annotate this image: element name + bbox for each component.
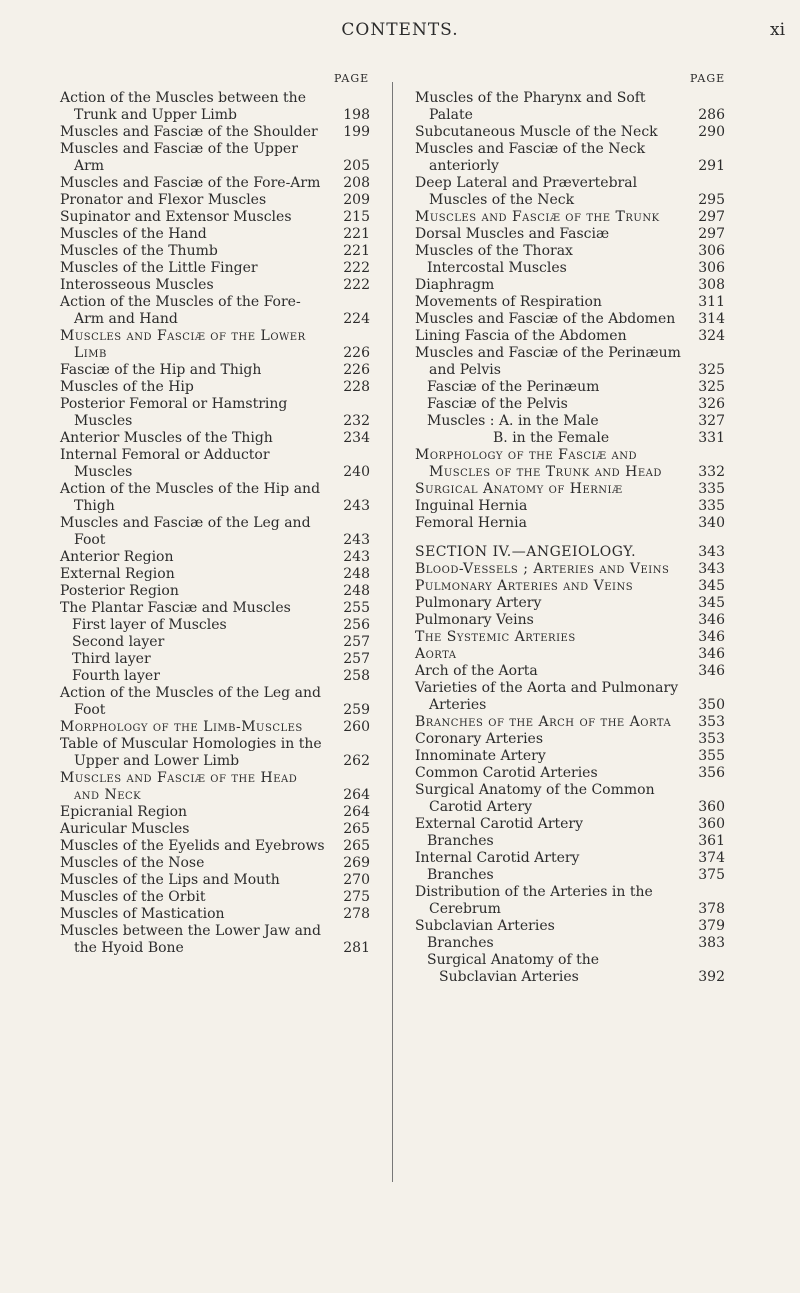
toc-entry-page: 324 xyxy=(698,328,725,344)
toc-entry xyxy=(60,549,370,566)
toc-entry-page: 243 xyxy=(343,532,370,548)
toc-entry-title: Muscles of the Lips and Mouth xyxy=(60,872,280,888)
toc-entry-page: 232 xyxy=(343,413,370,429)
toc-entry xyxy=(60,821,370,838)
toc-entry-title: The Plantar Fasciæ and Muscles xyxy=(60,600,291,616)
toc-entry-title: B. in the Female xyxy=(493,430,610,446)
toc-entry-page: 222 xyxy=(343,277,370,293)
toc-entry-title: The Systemic Arteries xyxy=(415,629,576,645)
toc-entry xyxy=(60,430,370,447)
toc-entry xyxy=(60,481,370,515)
toc-entry-page: 260 xyxy=(343,719,370,735)
toc-entry-title: Interosseous Muscles xyxy=(60,277,214,293)
toc-entry xyxy=(415,578,725,595)
toc-entry-title: Muscles of the Little Finger xyxy=(60,260,258,276)
toc-entry-page: 379 xyxy=(698,918,725,934)
toc-entry-title: Pulmonary Artery xyxy=(415,595,542,611)
toc-entry-title: Epicranial Region xyxy=(60,804,188,820)
toc-entry xyxy=(415,850,725,867)
toc-entry xyxy=(415,731,725,748)
toc-entry-page: 345 xyxy=(698,595,725,611)
toc-entry-page: 264 xyxy=(343,804,370,820)
toc-entry-title: Muscles of the Thumb xyxy=(60,243,218,259)
toc-entry xyxy=(60,226,370,243)
toc-entry xyxy=(415,646,725,663)
toc-entry xyxy=(60,447,370,481)
toc-entry xyxy=(415,328,725,345)
toc-entry-page: 258 xyxy=(343,668,370,684)
toc-entry-title: Pulmonary Veins xyxy=(415,612,534,628)
toc-entry xyxy=(415,447,725,481)
toc-entry-page: 269 xyxy=(343,855,370,871)
toc-entry-title: Common Carotid Arteries xyxy=(415,765,598,781)
toc-entry xyxy=(60,583,370,600)
toc-entry-page: 221 xyxy=(343,226,370,242)
toc-entry-page: 224 xyxy=(343,311,370,327)
toc-entry xyxy=(60,209,370,226)
toc-entry-page: 205 xyxy=(343,158,370,174)
toc-entry-page: 208 xyxy=(343,175,370,191)
toc-entry-title: Muscles and Fasciæ of the Trunk xyxy=(415,209,660,225)
toc-entry-title: Morphology of the Fasciæ and Muscles of the Trunk and Head xyxy=(415,447,662,480)
toc-entry-page: 215 xyxy=(343,209,370,225)
toc-entry-title: Muscles of the Nose xyxy=(60,855,205,871)
toc-entry-title: Muscles and Fasciæ of the Leg and Foot xyxy=(60,515,311,548)
toc-entry xyxy=(415,396,725,413)
toc-entry-title: Subcutaneous Muscle of the Neck xyxy=(415,124,658,140)
toc-entry-page: 327 xyxy=(698,413,725,429)
toc-entry-title: Movements of Respiration xyxy=(415,294,602,310)
toc-entry-title: Action of the Muscles of the Fore-Arm and Hand xyxy=(60,294,301,327)
toc-entry xyxy=(60,515,370,549)
toc-entry xyxy=(415,243,725,260)
toc-entry xyxy=(415,952,725,986)
toc-entry xyxy=(415,629,725,646)
toc-entry-title: Surgical Anatomy of the Common Carotid Artery xyxy=(415,782,655,815)
toc-entry-page: 259 xyxy=(343,702,370,718)
toc-entry xyxy=(60,260,370,277)
toc-entry-title: Muscles of the Hand xyxy=(60,226,207,242)
toc-entry-page: 346 xyxy=(698,663,725,679)
toc-entry-title: Arch of the Aorta xyxy=(415,663,538,679)
toc-entry-title: Muscles and Fasciæ of the Abdomen xyxy=(415,311,676,327)
toc-entry-page: 378 xyxy=(698,901,725,917)
toc-entry xyxy=(415,782,725,816)
toc-entry xyxy=(60,872,370,889)
toc-entry xyxy=(60,328,370,362)
toc-entry xyxy=(60,243,370,260)
toc-entry-page: 392 xyxy=(698,969,725,985)
toc-entry-title: Anterior Region xyxy=(60,549,174,565)
toc-entry-page: 275 xyxy=(343,889,370,905)
toc-entry-title: Fourth layer xyxy=(72,668,160,684)
toc-entry-page: 257 xyxy=(343,651,370,667)
toc-entry-page: 346 xyxy=(698,612,725,628)
toc-entry-title: Posterior Region xyxy=(60,583,179,599)
toc-entry-title: Muscles of the Eyelids and Eyebrows xyxy=(60,838,325,854)
toc-entry xyxy=(415,124,725,141)
toc-entry xyxy=(415,561,725,578)
toc-entry xyxy=(60,804,370,821)
toc-entry-page: 256 xyxy=(343,617,370,633)
left-page-column-label: PAGE xyxy=(334,72,370,85)
toc-entry-page: 360 xyxy=(698,816,725,832)
toc-entry xyxy=(415,918,725,935)
toc-entry xyxy=(415,515,725,532)
toc-entry xyxy=(60,617,370,634)
toc-entry-page: 326 xyxy=(698,396,725,412)
toc-entry-page: 353 xyxy=(698,731,725,747)
toc-entry xyxy=(415,714,725,731)
toc-entry xyxy=(60,175,370,192)
toc-entry-title: Lining Fascia of the Abdomen xyxy=(415,328,627,344)
toc-entry-title: Muscles and Fasciæ of the Upper Arm xyxy=(60,141,298,174)
toc-entry-page: 350 xyxy=(698,697,725,713)
toc-entry-title: Varieties of the Aorta and Pulmonary Arteries xyxy=(415,680,679,713)
toc-entry xyxy=(60,838,370,855)
toc-entry-page: 255 xyxy=(343,600,370,616)
toc-entry-title: Muscles and Fasciæ of the Head and Neck xyxy=(60,770,298,803)
toc-entry xyxy=(415,595,725,612)
toc-entry-page: 343 xyxy=(698,544,725,560)
toc-entry-page: 311 xyxy=(698,294,725,310)
toc-entry-title: Muscles and Fasciæ of the Shoulder xyxy=(60,124,318,140)
toc-entry-page: 343 xyxy=(698,561,725,577)
toc-entry-page: 353 xyxy=(698,714,725,730)
toc-entry-title: Internal Carotid Artery xyxy=(415,850,580,866)
toc-entry-page: 248 xyxy=(343,566,370,582)
running-title: CONTENTS. xyxy=(341,20,459,40)
toc-entry-title: Muscles of the Orbit xyxy=(60,889,206,905)
toc-entry-title: Second layer xyxy=(72,634,165,650)
toc-entry-page: 199 xyxy=(343,124,370,140)
toc-entry xyxy=(60,855,370,872)
toc-entry-title: Muscles and Fasciæ of the Fore-Arm xyxy=(60,175,321,191)
toc-entry xyxy=(415,430,725,447)
toc-entry-page: 228 xyxy=(343,379,370,395)
toc-entry-page: 332 xyxy=(698,464,725,480)
toc-entry xyxy=(415,498,725,515)
toc-entry-page: 265 xyxy=(343,838,370,854)
toc-entry-title: Subclavian Arteries xyxy=(415,918,555,934)
toc-entry-page: 356 xyxy=(698,765,725,781)
toc-entry xyxy=(60,566,370,583)
toc-entry xyxy=(415,544,725,561)
toc-entry-page: 243 xyxy=(343,498,370,514)
toc-entry-title: Fasciæ of the Perinæum xyxy=(427,379,600,395)
toc-entry xyxy=(60,90,370,124)
toc-entry xyxy=(60,889,370,906)
toc-entry-title: Pronator and Flexor Muscles xyxy=(60,192,267,208)
toc-entry xyxy=(60,668,370,685)
toc-entry-page: 257 xyxy=(343,634,370,650)
toc-entry-title: Muscles : A. in the Male xyxy=(427,413,599,429)
toc-entry-page: 375 xyxy=(698,867,725,883)
toc-entry-title: Muscles of Mastication xyxy=(60,906,225,922)
toc-entry-page: 248 xyxy=(343,583,370,599)
toc-entry xyxy=(60,277,370,294)
toc-entry-page: 345 xyxy=(698,578,725,594)
toc-entry-page: 290 xyxy=(698,124,725,140)
toc-entry-page: 331 xyxy=(698,430,725,446)
toc-entry-title: Branches of the Arch of the Aorta xyxy=(415,714,672,730)
toc-entry-title: Inguinal Hernia xyxy=(415,498,528,514)
toc-entry-title: External Carotid Artery xyxy=(415,816,584,832)
toc-entry-page: 240 xyxy=(343,464,370,480)
toc-entry-title: Morphology of the Limb-Muscles xyxy=(60,719,303,735)
toc-entry-page: 264 xyxy=(343,787,370,803)
toc-entry-page: 198 xyxy=(343,107,370,123)
toc-entry xyxy=(415,935,725,952)
toc-entry-page: 297 xyxy=(698,209,725,225)
page-number: xi xyxy=(770,20,786,40)
toc-entry-title: Aorta xyxy=(415,646,457,662)
toc-entry-title: Posterior Femoral or Hamstring Muscles xyxy=(60,396,288,429)
toc-entry-title: Muscles and Fasciæ of the Perinæum and Pelvis xyxy=(415,345,681,378)
toc-entry-title: Muscles of the Thorax xyxy=(415,243,573,259)
toc-entry xyxy=(415,379,725,396)
toc-entry xyxy=(415,277,725,294)
toc-entry xyxy=(60,906,370,923)
toc-entry-title: Action of the Muscles of the Hip and Thigh xyxy=(60,481,321,514)
toc-entry-title: Muscles and Fasciæ of the Neck anteriorly xyxy=(415,141,646,174)
toc-entry-title: Auricular Muscles xyxy=(60,821,190,837)
toc-entry-title: Branches xyxy=(427,833,494,849)
toc-entry xyxy=(415,833,725,850)
toc-entry-page: 226 xyxy=(343,362,370,378)
toc-entry-title: Muscles of the Hip xyxy=(60,379,194,395)
toc-entry-page: 335 xyxy=(698,498,725,514)
toc-entry-title: Distribution of the Arteries in the Cerebrum xyxy=(415,884,653,917)
toc-entry-title: Muscles and Fasciæ of the Lower Limb xyxy=(60,328,306,361)
toc-entry xyxy=(60,124,370,141)
toc-entry-title: Branches xyxy=(427,867,494,883)
toc-entry xyxy=(60,651,370,668)
toc-entry-title: Branches xyxy=(427,935,494,951)
toc-entry-title: Third layer xyxy=(72,651,151,667)
toc-entry xyxy=(60,736,370,770)
toc-entry-title: External Region xyxy=(60,566,175,582)
toc-entry-page: 346 xyxy=(698,629,725,645)
toc-entry-page: 221 xyxy=(343,243,370,259)
toc-entry-page: 383 xyxy=(698,935,725,951)
toc-entry xyxy=(415,748,725,765)
toc-entry-page: 281 xyxy=(343,940,370,956)
toc-entry-title: Muscles of the Pharynx and Soft Palate xyxy=(415,90,646,123)
toc-entry-title: Supinator and Extensor Muscles xyxy=(60,209,292,225)
toc-entry xyxy=(415,884,725,918)
toc-entry xyxy=(415,175,725,209)
toc-entry-page: 295 xyxy=(698,192,725,208)
toc-entry-page: 325 xyxy=(698,362,725,378)
toc-entry xyxy=(60,141,370,175)
right-page-column-label: PAGE xyxy=(690,72,726,85)
toc-entry xyxy=(415,260,725,277)
toc-entry xyxy=(60,685,370,719)
toc-entry-title: Fasciæ of the Hip and Thigh xyxy=(60,362,262,378)
toc-entry-title: Internal Femoral or Adductor Muscles xyxy=(60,447,270,480)
toc-entry-page: 308 xyxy=(698,277,725,293)
toc-entry xyxy=(415,680,725,714)
toc-entry-title: Pulmonary Arteries and Veins xyxy=(415,578,634,594)
toc-entry-page: 209 xyxy=(343,192,370,208)
toc-entry-title: First layer of Muscles xyxy=(72,617,227,633)
toc-entry-page: 265 xyxy=(343,821,370,837)
toc-entry-page: 355 xyxy=(698,748,725,764)
toc-entry-title: Action of the Muscles of the Leg and Foot xyxy=(60,685,321,718)
toc-entry xyxy=(415,413,725,430)
toc-entry-page: 361 xyxy=(698,833,725,849)
toc-entry-title: Anterior Muscles of the Thigh xyxy=(60,430,273,446)
toc-entry-title: Femoral Hernia xyxy=(415,515,527,531)
toc-entry-page: 340 xyxy=(698,515,725,531)
toc-entry-page: 222 xyxy=(343,260,370,276)
toc-entry xyxy=(415,612,725,629)
toc-entry-page: 262 xyxy=(343,753,370,769)
toc-entry-title: Fasciæ of the Pelvis xyxy=(427,396,568,412)
toc-entry-page: 374 xyxy=(698,850,725,866)
toc-entry-page: 346 xyxy=(698,646,725,662)
toc-entry xyxy=(415,765,725,782)
toc-entry xyxy=(60,719,370,736)
toc-entry-title: SECTION IV.—ANGEIOLOGY. xyxy=(415,544,637,560)
right-column xyxy=(415,90,725,986)
toc-entry-title: Muscles between the Lower Jaw and the Hyoid Bone xyxy=(60,923,321,956)
toc-entry xyxy=(415,294,725,311)
toc-entry xyxy=(415,663,725,680)
toc-entry-title: Table of Muscular Homologies in the Upper and Lower Limb xyxy=(60,736,322,769)
toc-entry-title: Coronary Arteries xyxy=(415,731,544,747)
toc-entry-title: Diaphragm xyxy=(415,277,495,293)
toc-entry xyxy=(60,600,370,617)
toc-entry xyxy=(415,209,725,226)
toc-entry-page: 286 xyxy=(698,107,725,123)
toc-entry-page: 306 xyxy=(698,260,725,276)
toc-entry xyxy=(60,396,370,430)
toc-entry-page: 325 xyxy=(698,379,725,395)
toc-entry-title: Intercostal Muscles xyxy=(427,260,567,276)
toc-entry-page: 243 xyxy=(343,549,370,565)
toc-entry-title: Action of the Muscles between the Trunk and Upper Limb xyxy=(60,90,306,123)
toc-entry-title: Deep Lateral and Prævertebral Muscles of the Neck xyxy=(415,175,638,208)
toc-entry xyxy=(60,770,370,804)
toc-entry xyxy=(415,90,725,124)
toc-entry-page: 314 xyxy=(698,311,725,327)
toc-entry xyxy=(415,816,725,833)
toc-entry xyxy=(60,634,370,651)
toc-entry xyxy=(60,362,370,379)
toc-entry-page: 360 xyxy=(698,799,725,815)
toc-entry-title: Innominate Artery xyxy=(415,748,546,764)
toc-entry xyxy=(415,345,725,379)
toc-entry xyxy=(60,192,370,209)
toc-entry-page: 234 xyxy=(343,430,370,446)
toc-entry xyxy=(415,867,725,884)
column-divider xyxy=(392,82,393,1182)
toc-entry-title: Surgical Anatomy of the Subclavian Arteries xyxy=(427,952,600,985)
toc-entry-page: 270 xyxy=(343,872,370,888)
toc-entry xyxy=(415,481,725,498)
toc-entry xyxy=(60,379,370,396)
toc-entry xyxy=(415,141,725,175)
toc-entry-page: 291 xyxy=(698,158,725,174)
toc-entry-title: Dorsal Muscles and Fasciæ xyxy=(415,226,610,242)
toc-entry xyxy=(415,226,725,243)
toc-entry-page: 306 xyxy=(698,243,725,259)
toc-entry-page: 278 xyxy=(343,906,370,922)
toc-entry-title: Surgical Anatomy of Herniæ xyxy=(415,481,623,497)
toc-entry xyxy=(415,311,725,328)
toc-entry xyxy=(60,294,370,328)
toc-entry-page: 335 xyxy=(698,481,725,497)
toc-entry-title: Blood-Vessels ; Arteries and Veins xyxy=(415,561,670,577)
left-column xyxy=(60,90,370,957)
toc-entry-page: 226 xyxy=(343,345,370,361)
toc-entry xyxy=(60,923,370,957)
toc-entry-page: 297 xyxy=(698,226,725,242)
